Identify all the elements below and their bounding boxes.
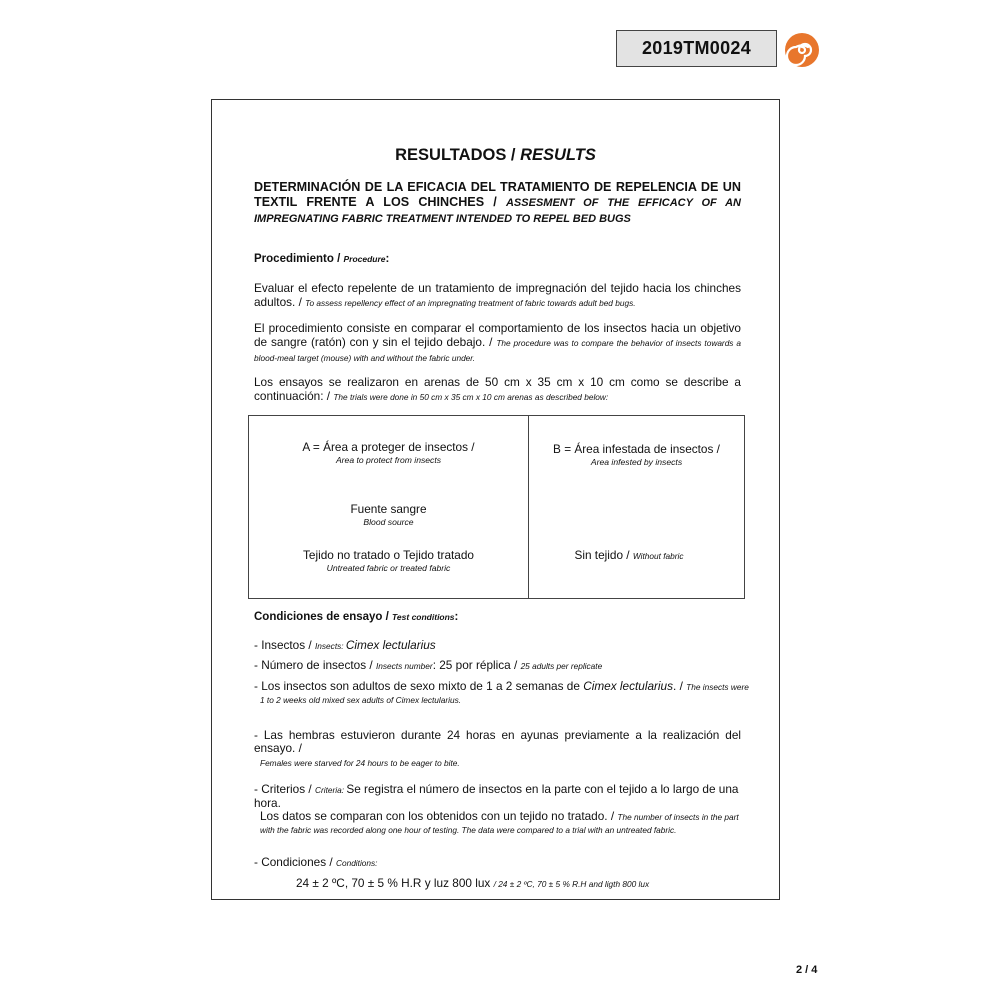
area-a-sub: Area to protect from insects bbox=[335, 455, 442, 465]
criteria-text: Se registra el número de insectos en la parte con el tejido a lo largo de una hora. bbox=[254, 782, 739, 810]
p3-es: Los ensayos se realizaron en arenas de 50 cm x 35 cm x 10 cm como se describe a continuación: / bbox=[254, 375, 741, 403]
p1-en: To assess repellency effect of an impregnating treatment of fabric towards adult bed bugs. bbox=[305, 298, 636, 308]
females-item bbox=[254, 729, 762, 770]
cond-val-en: / 24 ± 2 ºC, 70 ± 5 % R.H and ligth 800 lux bbox=[493, 879, 650, 889]
adults-en-2: 1 to 2 weeks old mixed sex adults of Cimex lectularius. bbox=[260, 695, 462, 705]
procedure-paragraph-3 bbox=[254, 375, 741, 404]
cond-val: 24 ± 2 ºC, 70 ± 5 % H.R y luz 800 lux bbox=[296, 876, 494, 890]
conditions-heading bbox=[254, 611, 458, 623]
criteria-text-2: Los datos se comparan con los obtenidos con un tejido no tratado. / bbox=[260, 809, 618, 823]
p2-es: El procedimiento consiste en comparar el comportamiento de los insectos hacia un objetivo de sangre (ratón) con y sin el tejido debajo. / bbox=[254, 321, 741, 349]
p2-en: The procedure was to compare the behavior of insects towards a blood-meal target (mouse) with and without the fabric under. bbox=[254, 338, 742, 363]
adults-es: - Los insectos son adultos de sexo mixto de 1 a 2 semanas de bbox=[254, 679, 584, 693]
insects-adults-item bbox=[254, 680, 762, 707]
criteria-es: - Criterios / bbox=[254, 782, 315, 796]
area-b-label bbox=[529, 443, 744, 469]
cond-en: Conditions: bbox=[335, 858, 378, 868]
determination-en: ASSESMENT OF THE EFFICACY OF AN IMPREGNATING FABRIC TREATMENT INTENDED TO REPEL BED BUGS bbox=[254, 197, 741, 225]
insects-item bbox=[254, 639, 762, 653]
blood-source-sub: Blood source bbox=[363, 517, 414, 527]
p1-es: Evaluar el efecto repelente de un tratamiento de impregnación del tejido hacia los chinches adultos. / bbox=[254, 281, 741, 309]
num-en: Insects number bbox=[375, 661, 433, 671]
p3-en: The trials were done in 50 cm x 35 cm x 10 cm arenas as described below: bbox=[333, 392, 609, 402]
criteria-item bbox=[254, 783, 762, 837]
num-val: : 25 por réplica / bbox=[432, 658, 521, 672]
procedure-heading-en: Procedure bbox=[343, 254, 386, 264]
determination-es: DETERMINACIÓN DE LA EFICACIA DEL TRATAMIENTO DE REPELENCIA DE UN TEXTIL FRENTE A LOS CHINCHES / bbox=[254, 180, 741, 209]
no-fabric-text: Sin tejido / bbox=[574, 548, 633, 562]
criteria-en: Criteria: bbox=[314, 785, 347, 795]
females-en: Females were starved for 24 hours to be eager to bite. bbox=[260, 758, 460, 768]
procedure-paragraph-2 bbox=[254, 321, 741, 365]
title-es: RESULTADOS / bbox=[395, 146, 521, 164]
procedure-heading-es: Procedimiento / bbox=[254, 253, 344, 265]
area-b-title: B = Área infestada de insectos / bbox=[553, 442, 720, 456]
determination-heading bbox=[254, 180, 741, 227]
insects-es: - Insectos / bbox=[254, 638, 315, 652]
insects-number-item bbox=[254, 659, 762, 673]
procedure-paragraph-1 bbox=[254, 281, 741, 310]
adults-species: Cimex lectularius bbox=[583, 679, 674, 693]
fabric-sub: Untreated fabric or treated fabric bbox=[326, 563, 451, 573]
area-a-title: A = Área a proteger de insectos / bbox=[302, 440, 475, 454]
conditions-heading-en: Test conditions bbox=[392, 612, 455, 622]
spiral-logo-icon bbox=[784, 32, 820, 68]
no-fabric-sub: Without fabric bbox=[632, 551, 684, 561]
procedure-colon: : bbox=[385, 253, 390, 265]
adults-en-1: The insects were bbox=[686, 682, 749, 692]
conditions-heading-es: Condiciones de ensayo / bbox=[254, 611, 393, 623]
conditions-item bbox=[254, 856, 762, 870]
procedure-heading bbox=[254, 253, 389, 265]
fabric-label bbox=[249, 549, 528, 575]
title-en: RESULTS bbox=[520, 146, 596, 164]
fabric-text: Tejido no tratado o Tejido tratado bbox=[303, 548, 474, 562]
criteria-en-2: The number of insects in the part bbox=[617, 812, 739, 822]
conditions-values bbox=[296, 877, 756, 891]
results-title bbox=[211, 146, 780, 165]
cond-es: - Condiciones / bbox=[254, 855, 336, 869]
area-a-label bbox=[249, 441, 528, 467]
adults-sep: . / bbox=[673, 679, 687, 693]
criteria-en-3: with the fabric was recorded along one hour of testing. The data were compared to a trial with an untreated fabric. bbox=[260, 825, 677, 835]
insects-species: Cimex lectularius bbox=[345, 638, 436, 652]
report-reference: 2019TM0024 bbox=[616, 30, 777, 67]
no-fabric-label bbox=[529, 549, 729, 563]
num-val-en: 25 adults per replicate bbox=[520, 661, 603, 671]
blood-source-label bbox=[249, 503, 528, 529]
page-number: 2 / 4 bbox=[796, 964, 818, 976]
females-es: - Las hembras estuvieron durante 24 horas en ayunas previamente a la realización del ensayo. / bbox=[254, 728, 741, 755]
blood-source: Fuente sangre bbox=[350, 502, 427, 516]
conditions-colon: : bbox=[454, 611, 459, 623]
insects-en: Insects: bbox=[314, 641, 346, 651]
num-es: - Número de insectos / bbox=[254, 658, 376, 672]
area-b-sub: Area infested by insects bbox=[590, 457, 683, 467]
